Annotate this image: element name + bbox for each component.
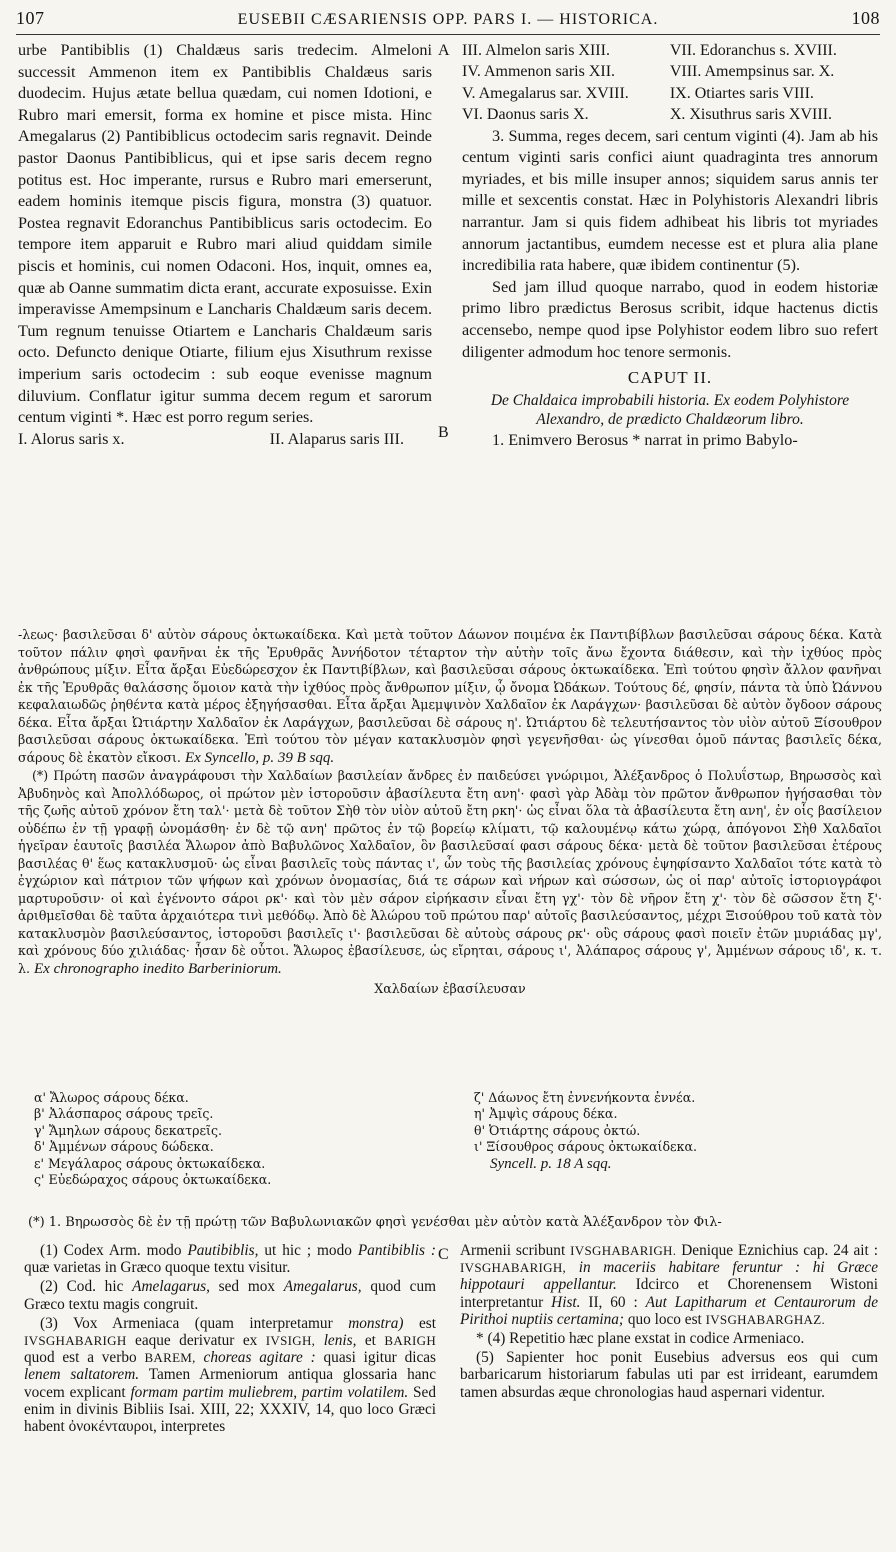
kings-table-row (462, 83, 878, 104)
king-1: I. Alorus saris x. (18, 429, 125, 448)
footnote-italic: Amegalarus, (283, 1278, 362, 1296)
armenian-word: IVSIGH, (265, 1333, 316, 1349)
footnote-text: ut hic ; modo (264, 1242, 352, 1259)
footnote-italic: Pautibiblis, (187, 1242, 259, 1259)
kings-table-row (462, 104, 878, 125)
footnote-text: Sed enim in divinis Bibliis Isai. XIII, 22; XXXIV, 14, quo loco Græci habent ὀνοκένταυροι, interpretes (24, 1383, 436, 1436)
regnal-item: ζ' Δάωνος ἔτη ἐννενήκοντα ἐννέα. (474, 1090, 696, 1105)
footnote-text: Denique Eznichius cap. 24 ait : (681, 1242, 879, 1259)
footnotes-left (24, 1242, 436, 1437)
running-header (16, 8, 880, 34)
greek-paragraph-2-text: (*) Πρώτη πασῶν ἀναγράφουσι τὴν Χαλδαίων βασιλείαν ἄνδρες ἐν παιδεύσει γνώριμοι, Ἀλέξανδρος ὁ Πολυΐστωρ, Βηρωσσὸς καὶ Ἀβυδηνὸς καὶ Ἀπολλόδωρος, οἱ πρώτον μὲν ἱστοροῦσιν ἀβασίλευτα ἔτη ανη'· φασὶ γὰρ Ἀδὰμ τὸν πρῶτον ἄνθρωπον ἡγήσασθαι τὸν τῆς ζωῆς αὐτοῦ χρόνον ἔτη ταλ'· μετὰ δὲ τοῦτον Σὴθ τὸν υἱὸν αὐτοῦ ἔτη ρκη'· ὡς εἶναι ὅλα τὰ ἀβασίλευτα ἔτη ανη', ἐν οἷς βασίλειον οὐδέπω ἐν τῇ γραφῇ ὠνομάσθη· ἐν δὲ τῷ ανη' πρῶτος ἐν τῷ βορείῳ κλίματι, τῷ καλουμένῳ κάτω χώρᾳ, ἀπόγονοι Σὴθ Χαλδαῖοι ἡγεῖραν ἑαυτοῖς βασιλέα Ἄλωρον ἀπὸ Βαβυλῶνος Χαλδαῖον, ὃν βασιλεῦσαί φασι σάρους δέκα· μετὰ δὲ τοῦτον βασιλεῦσαι ἑτέρους βασιλέας θ' ἕως κατακλυσμοῦ· ὡς εἶναι βασιλεῖς τοὺς πάντας ι', ὧν τοὺς τῆς βασιλείας χρόνους ἐψηφίσαντο Χαλδαῖοι τότε κατὰ τὸ ἐγχώριον καὶ πάτριον τῶν ψήφων καὶ χρόνων ὀνομασίας, διά τε σάρων καὶ νήρων καὶ σώσσων, ὡς οἱ παρ' αὐτοῖς ἱστοριογράφοι μαρτυροῦσιν· οἱ καὶ ἐγένοντο σάροι ρκ'· καὶ τὸν μὲν σάρον εἰρήκασιν εἶναι ἔτη γχ'· τὸν δὲ νῆρον ἔτη χ'· τὸν δὲ σῶσσον ἔτη ξ'· ἀριθμεῖσθαι δὲ ταῦτα ἀρχαιότερα τινὶ μεθόδῳ. Ἀπὸ δὲ Ἀλώρου τοῦ πρώτου παρ' αὐτοῖς βασιλεύσαντος, μέχρι Ξισούθρου τοῦ κατὰ τὸν κατακλυσμὸν βασιλεύσαντος, ἱστοροῦσι βασιλεῖς ι'· βασιλεῦσαι δὲ αὐτοὺς σάρους ρκ'· οὓς σάρους φασὶ ποιεῖν ἐτῶν μυριάδας μγ', καὶ χρόνους δύο χιλιάδας· ἦσαν δὲ οὗτοι. Ἄλωρος ἐβασίλευσε, ὡς εἴρηται, σάρους ι', Ἀλάπαρος σάρους γ', Ἀμμένων σάρους ιδ', κ. τ. λ. (18, 768, 882, 976)
king-cell: IX. Otiartes saris VIII. (669, 84, 814, 102)
margin-marker-b: B (438, 424, 449, 441)
left-column (18, 40, 432, 450)
footnote-text: Armenii scribunt (460, 1242, 566, 1259)
regnal-item: η' Ἀμψὶς σάρους δέκα. (474, 1106, 618, 1122)
footnote-italic: in maceriis habitare feruntur : hi Græce hippotauri appellantur. (460, 1259, 878, 1294)
footnote-italic: formam partim muliebrem, partim volatilem. (130, 1383, 409, 1401)
footnote-italic: Hist. (551, 1293, 581, 1311)
armenian-word: BARIGH (384, 1333, 437, 1349)
header-rule (16, 34, 880, 35)
footnote-text: sed mox (218, 1278, 276, 1296)
armenian-word: IVSGHABARGHAZ. (705, 1311, 826, 1327)
greek-text-block (18, 626, 882, 1000)
page-number-right: 108 (851, 8, 880, 28)
regnal-item: ε' Μεγάλαρος σάρους ὀκτωκαίδεκα. (34, 1155, 266, 1171)
footnote-italic: Amelagarus, (132, 1278, 210, 1296)
regnal-item: β' Ἀλάσπαρος σάρους τρεῖς. (34, 1106, 214, 1122)
king-cell: VIII. Amempsinus sar. X. (669, 63, 835, 81)
footnote-text: quasi igitur dicas (323, 1349, 436, 1367)
king-cell: III. Almelon saris XIII. (462, 42, 610, 59)
margin-marker-c: C (438, 1246, 449, 1263)
chapter-description: De Chaldaica improbabili historia. Ex eodem Polyhistore Alexandro, de prædicto Chaldæorum libro. (490, 391, 850, 429)
paragraph-3: 3. Summa, reges decem, sari centum viginti (4). Jam ab his centum viginti saris confici aiunt quadraginta tres annorum myriades, et bis mille insuper annos; siquidem sarus annis ter mille et sexcentis constat. Hæc in Polyhistoris Alexandri libris narrantur. Jam si quis fidem adhibeat his libris tot myriades annorum jactantibus, eumdem necesse est et plura alia plane incredibilia rata habere, quæ ibidem continentur (5). (462, 126, 878, 275)
king-cell: V. Amegalarus sar. XVIII. (462, 84, 629, 102)
king-cell: VII. Edoranchus s. XVIII. (669, 42, 837, 59)
greek-footnote-line: (*) 1. Βηρωσσὸς δὲ ἐν τῇ πρώτῃ τῶν Βαβυλωνιακῶν φησὶ γενέσθαι μὲν αὐτὸν κατὰ Ἀλέξανδρον τὸν Φιλ- (28, 1215, 722, 1230)
greek-paragraph-1 (18, 626, 882, 767)
syncellus-reference: Ex Syncello, p. 39 B sqq. (184, 749, 335, 766)
footnote-3 (24, 1315, 436, 1435)
regnal-item: ι' Ξίσουθρος σάρους ὀκτωκαίδεκα. (474, 1139, 697, 1155)
footnote-text: et (364, 1332, 376, 1350)
footnote-1 (24, 1242, 436, 1276)
footnote-italic: choreas agitare : (203, 1349, 316, 1367)
regnal-item: δ' Ἀμμένων σάρους δώδεκα. (34, 1139, 214, 1155)
footnote-italic: lenem saltatorem. (24, 1366, 140, 1384)
footnote-3-continued (460, 1242, 878, 1328)
footnote-text: (3) Vox Armeniaca (quam interpretamur (40, 1314, 333, 1332)
footnote-4: * (4) Repetitio hæc plane exstat in codice Armeniaco. (476, 1330, 805, 1348)
armenian-word: IVSGHABARIGH (24, 1333, 127, 1349)
footnote-text: (1) Codex Arm. modo (40, 1242, 182, 1259)
footnote-text: quo loco est (627, 1310, 702, 1328)
footnote-text: II, 60 : (588, 1293, 638, 1311)
margin-marker-a: A (438, 42, 450, 59)
footnote-text: quod cum Græco textu magis congruit. (24, 1278, 437, 1313)
footnote-italic: Pantibiblis : (357, 1242, 437, 1259)
footnote-text: quod est a verbo (24, 1349, 137, 1367)
king-2: II. Alaparus saris III. (269, 429, 404, 448)
footnote-2 (24, 1278, 436, 1312)
regnal-list (34, 1090, 816, 1188)
kings-row (18, 429, 432, 451)
footnote-5: (5) Sapienter hoc ponit Eusebius adversus eos qui cum barbaricarum historiarum fabulas uti par est irrideant, earumdem tamen absurdas æque chronologias haud aspernari videntur. (460, 1349, 878, 1401)
regnal-item: ς' Εὐεδώραχος σάρους ὀκτωκαίδεκα. (34, 1172, 272, 1188)
regnal-reference: Syncell. p. 18 A sqq. (490, 1155, 612, 1172)
king-cell: IV. Ammenon saris XII. (462, 63, 616, 81)
footnote-text: est (419, 1314, 437, 1332)
footnote-text: quæ varietas in Græco quoque textu visitur. (24, 1259, 291, 1277)
regnal-item: γ' Ἄμηλων σάρους δεκατρεῖς. (34, 1122, 223, 1138)
kings-table (462, 40, 878, 126)
footnote-italic: monstra) (348, 1314, 404, 1332)
greek-subtitle: Χαλδαίων ἐβασίλευσαν (374, 981, 526, 996)
barberini-reference: Ex chronographo inedito Barberiniorum. (34, 960, 282, 977)
greek-paragraph-1-text: -λεως· βασιλεῦσαι δ' αὐτὸν σάρους ὀκτωκαίδεκα. Καὶ μετὰ τοῦτον Δάωνον ποιμένα ἐκ Παντιβίβλων βασιλεῦσαι σάρους δέκα. Κατὰ τοῦτον πάλιν φησὶ φανῆναι ἐκ τῆς Ἐρυθρᾶς Ἀννήδοτον τέταρτον τὴν αὐτὴν τοῖς ἄνω ἔχοντα διάθεσιν, καὶ τὴν ἰχθύος πρὸς ἀνθρώπους μίξιν. Εἶτα ἄρξαι Εὐεδώρεσχον ἐκ Παντιβίβλων, καὶ βασιλεῦσαι σάρους ὀκτωκαίδεκα. Ἐπὶ τούτου φησὶν ἄλλον φανῆναι ἐκ τῆς Ἐρυθρᾶς θαλάσσης ὅμοιον κατὰ τὴν ἰχθύος πρὸς ἄνθρωπον μίξιν, ᾧ ὄνομα Ὠδάκων. Τούτους δέ, φησίν, πάντα τὰ ὑπὸ Ὠάννου κεφαλαιωδῶς ῥηθέντα κατὰ μέρος ἐξηγήσασθαι. Εἶτα ἄρξαι Ἀμεμψινὸν Χαλδαῖον ἐκ Λαράγχων· βασιλεῦσαι δὲ αὐτὸν ὄγδοον σάρους δέκα. Εἶτα ἄρξαι Ὠτιάρτην Χαλδαῖον ἐκ Λαράγχων, βασιλεῦσαι δὲ σάρους η'. Ὠτιάρτου δὲ τελευτήσαντος τὸν υἱὸν αὐτοῦ Ξίσουθρον βασιλεῦσαι σάρους ὀκτωκαίδεκα. Ἐπὶ τούτου τὸν μέγαν κατακλυσμὸν φησὶ γεγενῆσθαι· ὡς γίνεσθαι ὁμοῦ πάντας βασιλεῖς δέκα, σάρους δὲ ἑκατὸν εἴκοσι. (18, 627, 882, 765)
armenian-word: BAREM, (144, 1350, 196, 1366)
footnotes-right (460, 1242, 878, 1403)
king-cell: VI. Daonus saris X. (462, 106, 589, 124)
kings-table-row (462, 61, 878, 82)
page-number-left: 107 (16, 8, 45, 28)
armenian-word: IVSGHABARIGH. (570, 1243, 677, 1258)
paragraph-4: Sed jam illud quoque narrabo, quod in eodem historiæ primo libro prædictus Berosus scribit, idque hactenus dictis accensebo, nempe quod ipse Polyhistor eodem libro suo refert diligenter admodum hoc tenore sermonis. (462, 277, 878, 361)
footnote-text: (2) Cod. hic (40, 1278, 124, 1296)
regnal-item: θ' Ὀτιάρτης σάρους ὀκτώ. (474, 1122, 641, 1138)
footnote-italic: lenis, (323, 1332, 357, 1350)
footnote-text: Tamen Armeniorum antiqua glossaria hanc vocem explicant (24, 1366, 436, 1401)
footnote-italic: Aut Lapitharum et Centaurorum de Pirithoi nuptiis certamina; (460, 1293, 878, 1328)
left-column-text: urbe Pantibiblis (1) Chaldæus saris tredecim. Almeloni successit Ammenon item ex Pantibiblis Chaldæus saris duodecim. Hujus ætate bellua quædam, cui nomen Idotioni, e Rubro mari emersit, forma ex homine et pisce mista. Hinc Amegalarus (2) Pantibiblicus octodecim saris regnavit. Deinde pastor Daonus Pantibiblicus, qui et ipse saris decem regno potitus est. Hoc imperante, rursus e Rubro mari emerserunt, eadem hominis itemque piscis figura, monstra (3) quatuor. Postea regnavit Edoranchus Pantibiblicus saris octodecim. Eo tempore item apparuit e Rubro mari aliud quiddam simile piscis et hominis, cui nomen Odaconi. Hos, inquit, omnes ea, quæ ab Oanne summatim dicta erant, accurate exposuisse. Exin imperavisse Amempsinum e Lancharis Chaldæum saris decem. Tum regnum tenuisse Otiartem e Lancharis Chaldæum saris octo. Defuncto denique Otiarte, filium ejus Xisuthrum rexisse imperium saris octodecim : sub eoque evenisse magnum diluvium. Conflatur igitur summa decem regum et sarorum centum viginti *. Hæc est porro regum series. (18, 41, 432, 427)
kings-table-row (462, 40, 878, 61)
regnal-item: α' Ἄλωρος σάρους δέκα. (34, 1090, 189, 1105)
right-column (462, 40, 878, 451)
footnote-text: Idcirco et Chorenensem Wistoni interpretantur (460, 1276, 878, 1311)
armenian-word: IVSGHABARIGH, (460, 1260, 567, 1276)
paragraph-5: 1. Enimvero Berosus * narrat in primo Babylo- (492, 430, 798, 449)
regnal-list-left (34, 1090, 474, 1188)
greek-paragraph-2 (18, 767, 882, 978)
chapter-heading: CAPUT II. (627, 368, 713, 388)
running-title: EUSEBII CÆSARIENSIS OPP. PARS I. — HISTORICA. (237, 11, 659, 28)
footnote-text: eaque derivatur ex (135, 1332, 258, 1350)
regnal-list-right (474, 1090, 697, 1188)
king-cell: X. Xisuthrus saris XVIII. (669, 106, 833, 124)
